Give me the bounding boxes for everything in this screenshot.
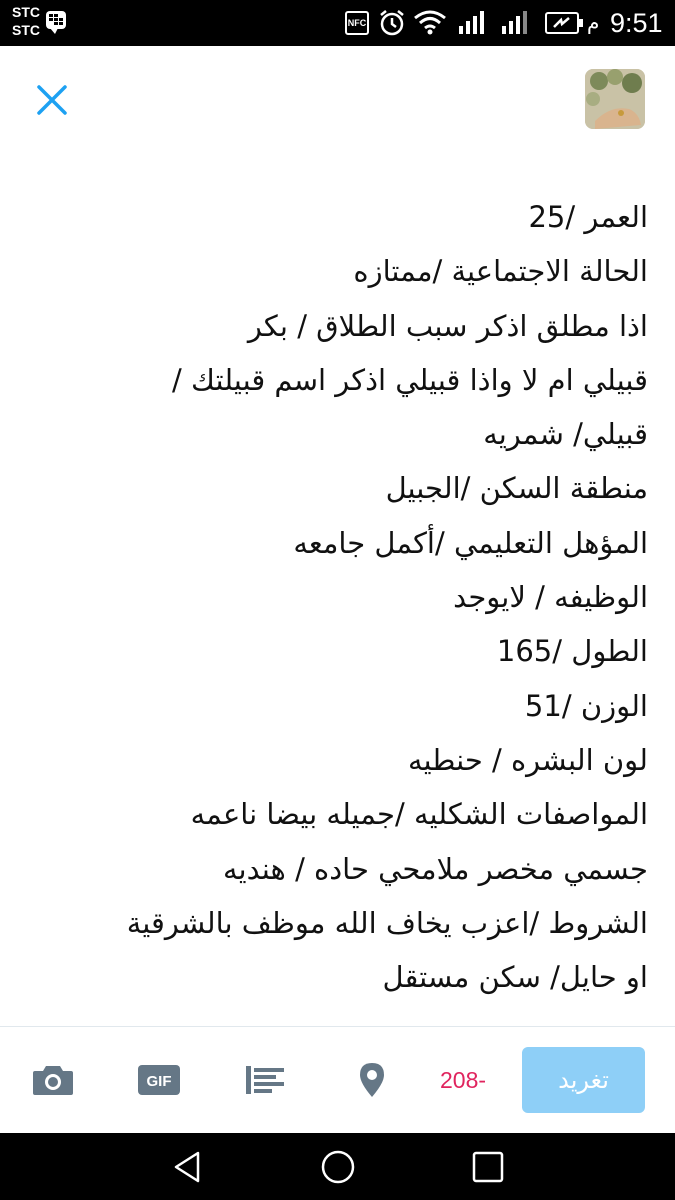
gif-label: GIF — [146, 1073, 172, 1090]
tweet-line: اذا مطلق اذكر سبب الطلاق / بكر — [247, 308, 648, 343]
status-bar — [0, 0, 675, 46]
camera-button[interactable] — [28, 1058, 78, 1102]
location-button[interactable] — [352, 1058, 392, 1102]
tweet-line: العمر /25 — [528, 200, 648, 234]
tweet-line: الشروط /اعزب يخاف الله موظف بالشرقية — [126, 905, 648, 940]
signal-icon-2 — [500, 10, 532, 36]
tweet-line: الطول /165 — [496, 634, 648, 669]
tweet-line: قبيلي/ شمريه — [483, 417, 648, 452]
avatar-image — [585, 69, 645, 129]
close-button[interactable] — [30, 78, 74, 122]
poll-button[interactable] — [242, 1058, 288, 1102]
signal-icon-1 — [457, 10, 489, 36]
tweet-line: جسمي مخصر ملامحي حاده / هنديه — [222, 851, 648, 886]
carrier-1: STC — [12, 4, 40, 20]
carrier-2: STC — [12, 22, 40, 38]
back-triangle-icon — [166, 1145, 210, 1189]
navigation-bar — [0, 1133, 675, 1200]
tweet-button[interactable]: تغريد — [522, 1047, 645, 1113]
tweet-line: او حايل/ سكن مستقل — [382, 960, 648, 995]
gif-button[interactable] — [136, 1058, 182, 1102]
tweet-line: الوظيفه / لايوجد — [453, 580, 648, 615]
tweet-line: قبيلي ام لا واذا قبيلي اذكر اسم قبيلتك / — [172, 362, 648, 397]
status-ampm: م — [587, 10, 600, 34]
gif-icon — [137, 1064, 181, 1096]
tweet-text-input[interactable] — [20, 190, 648, 1004]
poll-icon — [244, 1064, 286, 1096]
back-button[interactable] — [166, 1145, 210, 1189]
location-pin-icon — [358, 1061, 386, 1099]
close-icon — [30, 78, 74, 122]
tweet-line: المؤهل التعليمي /أكمل جامعه — [293, 525, 648, 560]
character-counter: 208- — [440, 1067, 487, 1093]
tweet-line: لون البشره / حنطيه — [407, 742, 648, 777]
avatar[interactable] — [585, 69, 645, 129]
home-circle-icon — [316, 1145, 360, 1189]
status-icons — [335, 0, 675, 46]
battery-icon — [545, 12, 579, 34]
tweet-line: الوزن /51 — [524, 688, 648, 723]
tweet-line: الحالة الاجتماعية /ممتازه — [353, 254, 648, 289]
alarm-icon — [379, 9, 405, 37]
camera-icon — [31, 1063, 75, 1097]
tweet-line: المواصفات الشكليه /جميله بيضا ناعمه — [190, 797, 648, 832]
tweet-line: منطقة السكن /الجبيل — [385, 471, 648, 506]
nfc-icon: NFC — [345, 11, 369, 35]
toolbar-divider — [0, 1026, 675, 1027]
recent-apps-square-icon — [466, 1145, 510, 1189]
recent-apps-button[interactable] — [466, 1145, 510, 1189]
wifi-icon — [413, 10, 447, 36]
status-time: 9:51 — [610, 8, 663, 38]
home-button[interactable] — [316, 1145, 360, 1189]
carrier-labels — [12, 3, 40, 39]
bbm-icon — [46, 11, 66, 29]
